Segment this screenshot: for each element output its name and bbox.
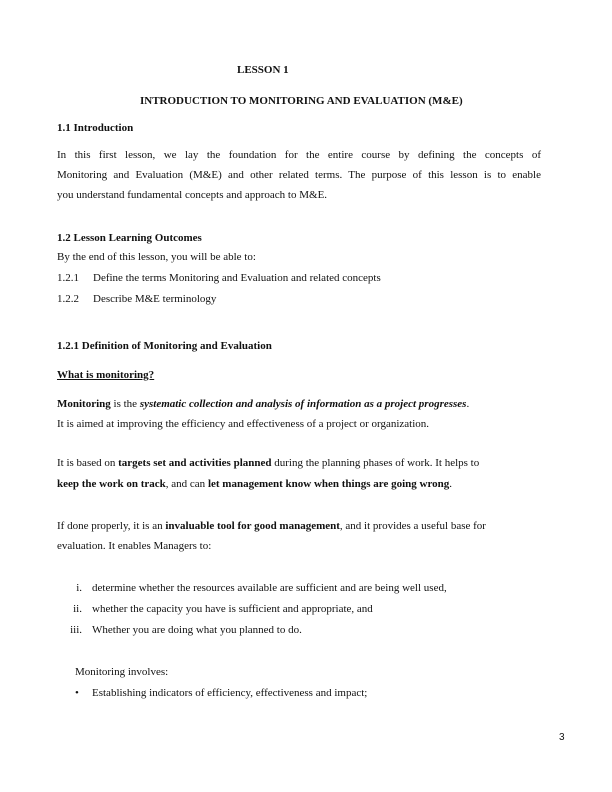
bullet-item [75,686,367,700]
involves-label: Monitoring involves: [75,666,169,678]
page-number: 3 [559,732,565,743]
section-heading-introduction: 1.1 Introduction [57,122,134,134]
list-text: determine whether the resources available are sufficient and are being well used, [92,582,447,594]
bold-text: keep the work on track [57,478,166,490]
text: during the planning phases of work. It helps to [271,457,480,469]
text: , and can [165,478,208,490]
paragraph-line: It is aimed at improving the efficiency and effectiveness of a project or organization. [57,418,430,430]
outcome-text: Describe M&E terminology [93,293,217,305]
intro-line: you understand fundamental concepts and approach to M&E. [57,189,328,201]
outcome-text: Define the terms Monitoring and Evaluation and related concepts [93,272,381,284]
text: , and it provides a useful base for [339,520,486,532]
text: If done properly, it is an [57,520,166,532]
section-heading-outcomes: 1.2 Lesson Learning Outcomes [57,232,202,244]
list-text: whether the capacity you have is sufficient and appropriate, and [92,603,373,615]
outcome-item [57,292,216,306]
bold-text: let management know when things are going wrong [207,478,450,490]
lesson-label: LESSON 1 [237,64,289,76]
intro-line: Monitoring and Evaluation (M&E) and other related terms. The purpose of this lesson is to enable [57,169,541,181]
paragraph-line [57,477,452,491]
list-item [48,581,447,595]
text: . [466,398,470,410]
bullet-icon: • [75,687,79,699]
list-numeral: i. [76,582,82,594]
paragraph-line [57,456,479,470]
bold-term: Monitoring [57,398,111,410]
bold-text: invaluable tool for good management [165,520,340,532]
outcome-number: 1.2.2 [57,293,79,305]
list-text: Whether you are doing what you planned to do. [92,624,302,636]
subheading-what-is-monitoring: What is monitoring? [57,369,155,381]
text: It is based on [57,457,119,469]
list-numeral: iii. [70,624,82,636]
paragraph-line [57,397,469,411]
intro-line: In this first lesson, we lay the foundation for the entire course by defining the concepts of [57,149,541,161]
text: . [449,478,452,490]
bold-text: targets set and activities planned [118,457,272,469]
outcome-number: 1.2.1 [57,272,79,284]
bullet-text: Establishing indicators of efficiency, effectiveness and impact; [92,687,368,699]
list-item [48,623,302,637]
text: is the [110,398,140,410]
section-heading-definition: 1.2.1 Definition of Monitoring and Evaluation [57,340,272,352]
paragraph-line [57,519,486,533]
page-title: INTRODUCTION TO MONITORING AND EVALUATION (M&E) [140,95,463,107]
list-item [48,602,373,616]
paragraph-line: evaluation. It enables Managers to: [57,540,212,552]
outcome-item [57,271,381,285]
emphasis-text: systematic collection and analysis of information as a project progresses [139,398,467,410]
outcomes-lead: By the end of this lesson, you will be able to: [57,251,256,263]
list-numeral: ii. [73,603,82,615]
